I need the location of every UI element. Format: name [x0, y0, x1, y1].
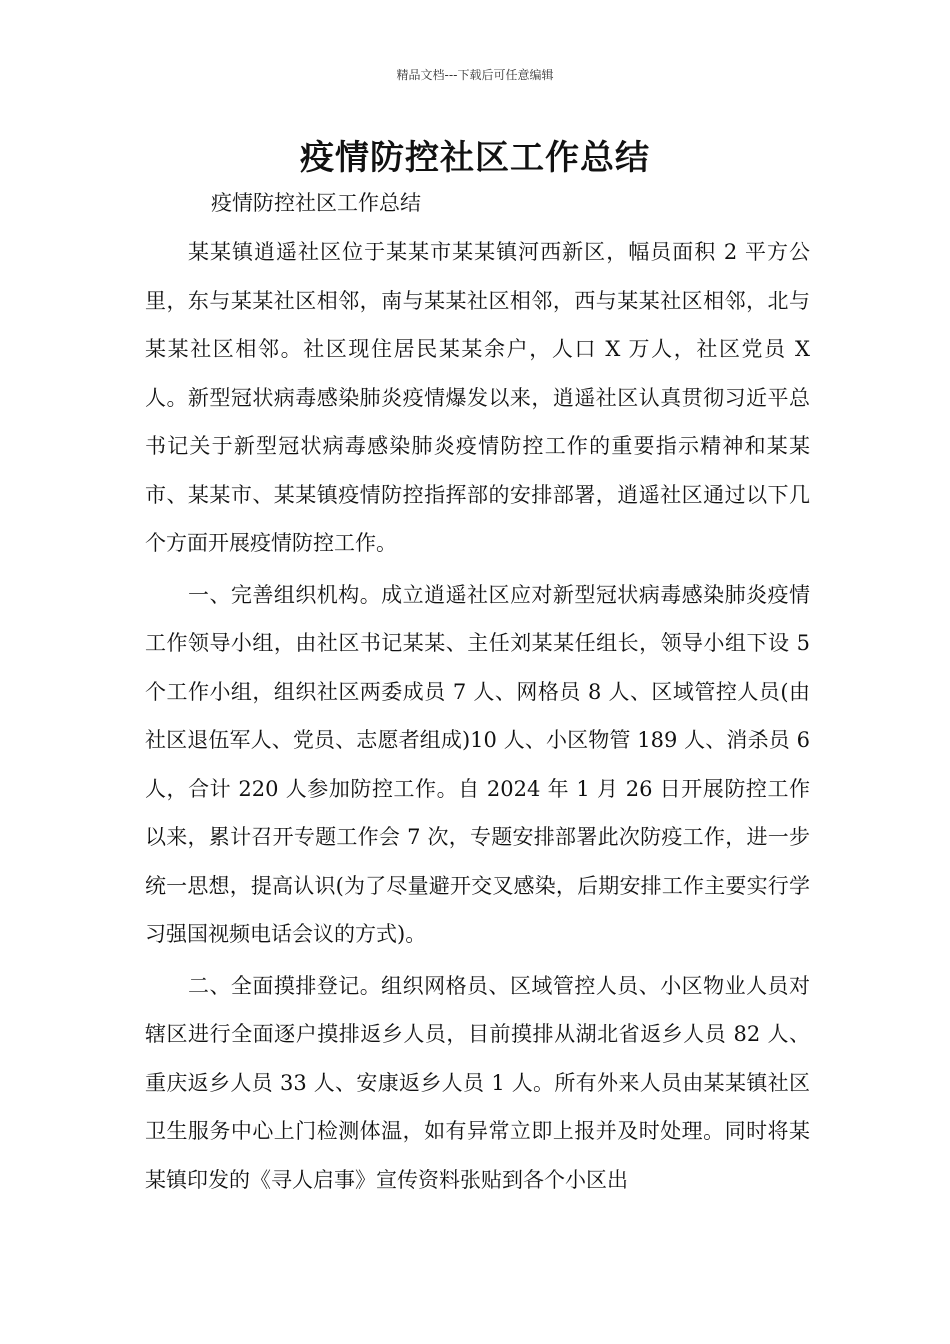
paragraph-organization: 一、完善组织机构。成立逍遥社区应对新型冠状病毒感染肺炎疫情工作领导小组，由社区书记某某、主任刘某某任组长，领导小组下设 5 个工作小组，组织社区两委成员 7 人、网格员 8 人、区域管控人员(由社区退伍军人、党员、志愿者组成)10 人、小区物管 189 人、消杀员 6 人，合计 220 人参加防控工作。自 2024 年 1 月 26 日开展防控工作以来，累计召开专题工作会 7 次，专题安排部署此次防疫工作，进一步统一思想，提高认识(为了尽量避开交叉感染，后期安排工作主要实行学习强国视频电话会议的方式)。	[145, 582, 810, 946]
document-subtitle: 疫情防控社区工作总结	[211, 191, 421, 215]
header-note: 精品文档---下载后可任意编辑	[396, 68, 554, 82]
document-title: 疫情防控社区工作总结	[300, 138, 650, 178]
paragraph-registration: 二、全面摸排登记。组织网格员、区域管控人员、小区物业人员对辖区进行全面逐户摸排返乡人员，目前摸排从湖北省返乡人员 82 人、重庆返乡人员 33 人、安康返乡人员 1 人。所有外来人员由某某镇社区卫生服务中心上门检测体温，如有异常立即上报并及时处理。同时将某某镇印发的《寻人启事》宣传资料张贴到各个小区出	[145, 973, 810, 1192]
paragraph-intro: 某某镇逍遥社区位于某某市某某镇河西新区，幅员面积 2 平方公里，东与某某社区相邻，南与某某社区相邻，西与某某社区相邻，北与某某社区相邻。社区现住居民某某余户，人口 X 万人，社区党员 X 人。新型冠状病毒感染肺炎疫情爆发以来，逍遥社区认真贯彻习近平总书记关于新型冠状病毒感染肺炎疫情防控工作的重要指示精神和某某市、某某市、某某镇疫情防控指挥部的安排部署，逍遥社区通过以下几个方面开展疫情防控工作。	[145, 240, 810, 555]
document-body	[145, 228, 810, 1204]
